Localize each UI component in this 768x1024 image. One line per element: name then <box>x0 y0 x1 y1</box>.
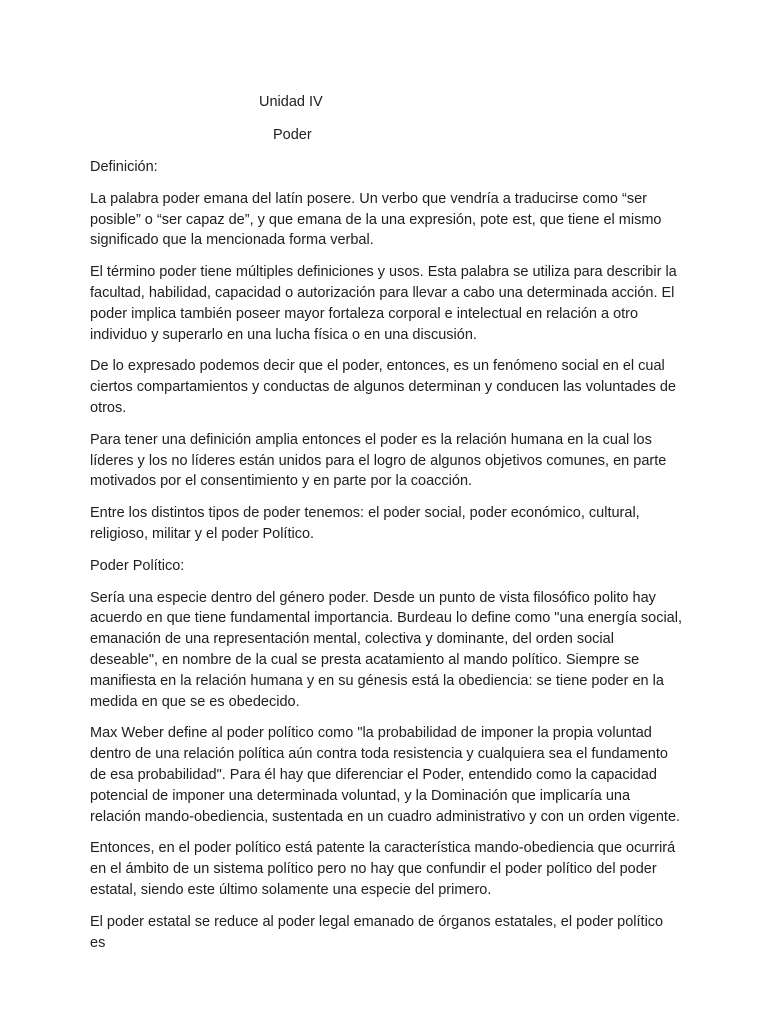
unit-heading: Unidad IV <box>259 94 323 110</box>
paragraph: Sería una especie dentro del género poder. Desde un punto de vista filosófico polito hay acuerdo en que tiene fundamental importancia. Burdeau lo define como "una energía social, emanación de una representación mental, colectiva y dominante, del orden social deseable", en nombre de la cual se presta acatamiento al mando político. Siempre se manifiesta en la relación humana y en su génesis está la obediencia: se tiene poder en la medida en que se es obedecido. <box>90 589 682 710</box>
paragraph: De lo expresado podemos decir que el poder, entonces, es un fenómeno social en el cual ciertos compartamientos y conductas de algunos determinan y conducen las voluntades de otros. <box>90 358 676 416</box>
paragraph: Max Weber define al poder político como "la probabilidad de imponer la propia voluntad dentro de una relación política aún contra toda resistencia y cualquiera sea el fundamento de esa probabilidad". Para él hay que diferenciar el Poder, entendido como la capacidad potencial de imponer una determinada voluntad, y la Dominación que implicaría una relación mando-obediencia, sustentada en un cuadro administrativo y con un orden vigente. <box>90 725 681 825</box>
paragraph: Para tener una definición amplia entonces el poder es la relación humana en la cual los líderes y los no líderes están unidos para el logro de algunos objetivos comunes, en parte motivados por el consentimiento y en parte por la coacción. <box>90 431 667 490</box>
paragraph: Entonces, en el poder político está patente la característica mando-obediencia que ocurrirá en el ámbito de un sistema político pero no hay que confundir el poder político del poder estatal, siendo este último solamente una especie del primero. <box>90 840 676 898</box>
paragraph: El poder estatal se reduce al poder legal emanado de órganos estatales, el poder político es <box>90 913 664 951</box>
paragraph: El término poder tiene múltiples definiciones y usos. Esta palabra se utiliza para describir la facultad, habilidad, capacidad o autorización para llevar a cabo una determinada acción. El poder implica también poseer mayor fortaleza corporal e intelectual en relación a otro individuo y superarlo en una lucha física o en una discusión. <box>90 264 677 343</box>
document-body <box>90 157 682 964</box>
document-title: Poder <box>273 127 312 143</box>
paragraph: La palabra poder emana del latín posere. Un verbo que vendría a traducirse como “ser posible” o “ser capaz de”, y que emana de la una expresión, pote est, que tiene el mismo significado que la mencionada forma verbal. <box>90 190 662 249</box>
section-label-definicion: Definición: <box>90 159 158 175</box>
paragraph: Entre los distintos tipos de poder tenemos: el poder social, poder económico, cultural, religioso, militar y el poder Político. <box>90 505 640 542</box>
section-label-poder-politico: Poder Político: <box>90 557 185 574</box>
